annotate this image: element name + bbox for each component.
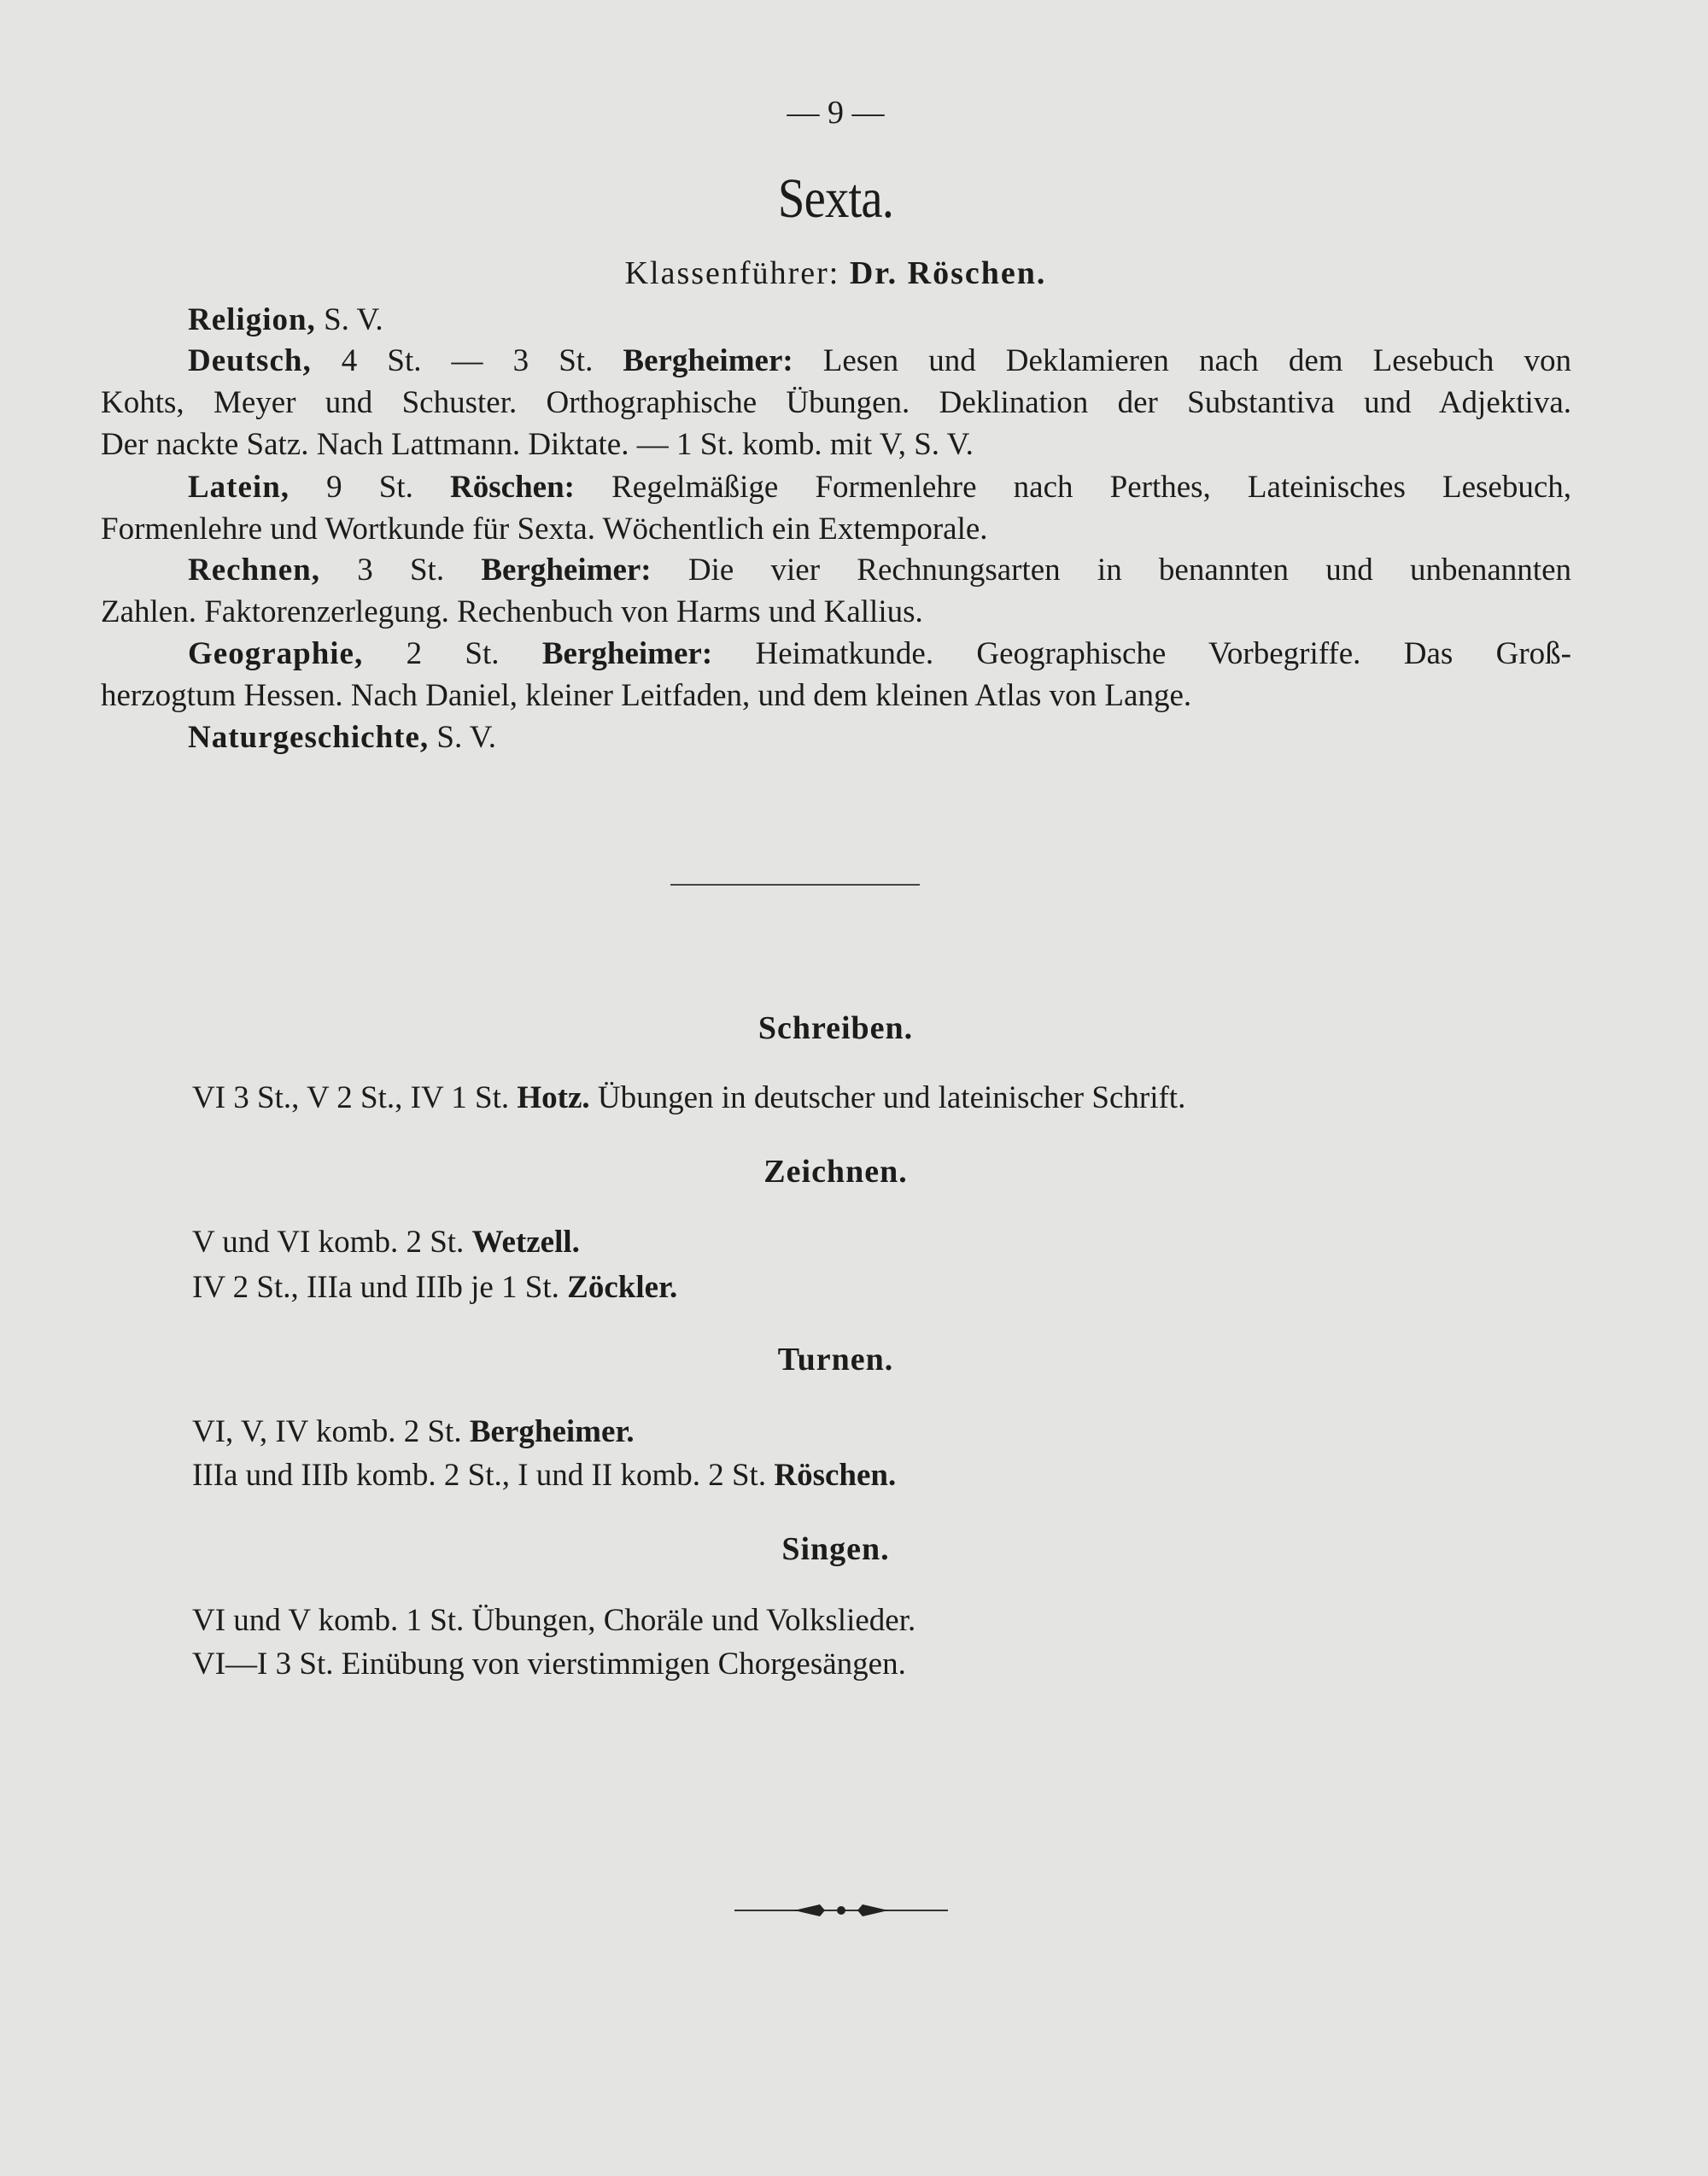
heading-schreiben: Schreiben. xyxy=(757,1010,914,1046)
page-number: — 9 — xyxy=(787,95,885,131)
subject-religion: Religion, xyxy=(188,302,316,337)
heading-turnen: Turnen. xyxy=(777,1342,894,1378)
schreiben-teacher: Hotz. xyxy=(517,1080,590,1115)
rechnen-teacher: Bergheimer: xyxy=(481,553,652,588)
rechnen-line-2: Zahlen. Faktorenzerlegung. Rechenbuch von Harms und Kallius. xyxy=(101,594,923,629)
turnen-line-2 xyxy=(192,1454,896,1496)
geographie-text-1: Heimatkunde. Geographische Vorbegriffe. Das Groß- xyxy=(712,636,1571,671)
naturgeschichte-text: S. V. xyxy=(429,720,497,755)
zeichnen-pre-1: V und VI komb. 2 St. xyxy=(192,1225,472,1260)
zeichnen-teacher-2: Zöckler. xyxy=(567,1270,678,1305)
deutsch-text-1: Lesen und Deklamieren nach dem Lesebuch von xyxy=(793,343,1571,378)
deutsch-pre: 4 St. — 3 St. xyxy=(311,343,623,378)
schreiben-pre: VI 3 St., V 2 St., IV 1 St. xyxy=(192,1080,518,1115)
latein-teacher: Röschen: xyxy=(450,470,575,505)
zeichnen-pre-2: IV 2 St., IIIa und IIIb je 1 St. xyxy=(192,1270,568,1305)
heading-zeichnen: Zeichnen. xyxy=(763,1154,908,1190)
class-teacher-line xyxy=(0,254,1671,292)
subject-deutsch: Deutsch, xyxy=(188,343,312,378)
deutsch-line-2: Kohts, Meyer und Schuster. Orthographische Übungen. Deklination der Substantiva und Adjektiva. xyxy=(101,385,1571,420)
deutsch-line-1 xyxy=(188,340,1571,382)
geographie-line-2: herzogtum Hessen. Nach Daniel, kleiner Leitfaden, und dem kleinen Atlas von Lange. xyxy=(101,678,1192,713)
rechnen-line-1 xyxy=(188,549,1571,591)
section-divider xyxy=(670,884,920,886)
heading-singen: Singen. xyxy=(781,1531,890,1567)
geographie-pre: 2 St. xyxy=(363,636,542,671)
religion-text: S. V. xyxy=(315,302,383,337)
zeichnen-line-1 xyxy=(192,1221,580,1263)
latein-pre: 9 St. xyxy=(290,470,451,505)
subject-latein: Latein, xyxy=(188,470,290,505)
turnen-pre-2: IIIa und IIIb komb. 2 St., I und II komb. 2 St. xyxy=(192,1458,775,1493)
zeichnen-line-2 xyxy=(192,1266,677,1308)
turnen-pre-1: VI, V, IV komb. 2 St. xyxy=(192,1414,470,1449)
subject-geographie: Geographie, xyxy=(188,636,364,671)
subject-naturgeschichte: Naturgeschichte, xyxy=(188,720,430,755)
turnen-teacher-1: Bergheimer. xyxy=(469,1414,635,1449)
latein-line-1 xyxy=(188,466,1571,508)
class-teacher-label: Klassenführer: xyxy=(624,255,840,291)
latein-text-1: Regelmäßige Formenlehre nach Perthes, Lateinisches Lesebuch, xyxy=(575,470,1572,505)
naturgeschichte-line xyxy=(188,717,496,758)
latein-line-2: Formenlehre und Wortkunde für Sexta. Wöchentlich ein Extemporale. xyxy=(101,512,988,547)
singen-line-1: VI und V komb. 1 St. Übungen, Choräle und Volkslieder. xyxy=(192,1603,916,1638)
end-ornament-icon xyxy=(734,1900,948,1921)
schreiben-line xyxy=(192,1077,1185,1119)
schreiben-post: Übungen in deutscher und lateinischer Schrift. xyxy=(589,1080,1186,1115)
zeichnen-teacher-1: Wetzell. xyxy=(471,1225,580,1260)
class-teacher-name: Dr. Röschen. xyxy=(849,255,1047,291)
rechnen-pre: 3 St. xyxy=(319,553,482,588)
geographie-teacher: Bergheimer: xyxy=(541,636,713,671)
subject-rechnen: Rechnen, xyxy=(188,553,320,588)
singen-line-2: VI—I 3 St. Einübung von vierstimmigen Chorgesängen. xyxy=(192,1647,906,1682)
page-title: Sexta. xyxy=(777,167,894,230)
deutsch-line-3: Der nackte Satz. Nach Lattmann. Diktate. — 1 St. komb. mit V, S. V. xyxy=(101,427,974,462)
deutsch-teacher: Bergheimer: xyxy=(623,343,793,378)
religion-line xyxy=(188,299,383,341)
turnen-teacher-2: Röschen. xyxy=(774,1458,897,1493)
geographie-line-1 xyxy=(188,633,1571,675)
rechnen-text-1: Die vier Rechnungsarten in benannten und unbenannten xyxy=(651,553,1572,588)
turnen-line-1 xyxy=(192,1411,635,1453)
